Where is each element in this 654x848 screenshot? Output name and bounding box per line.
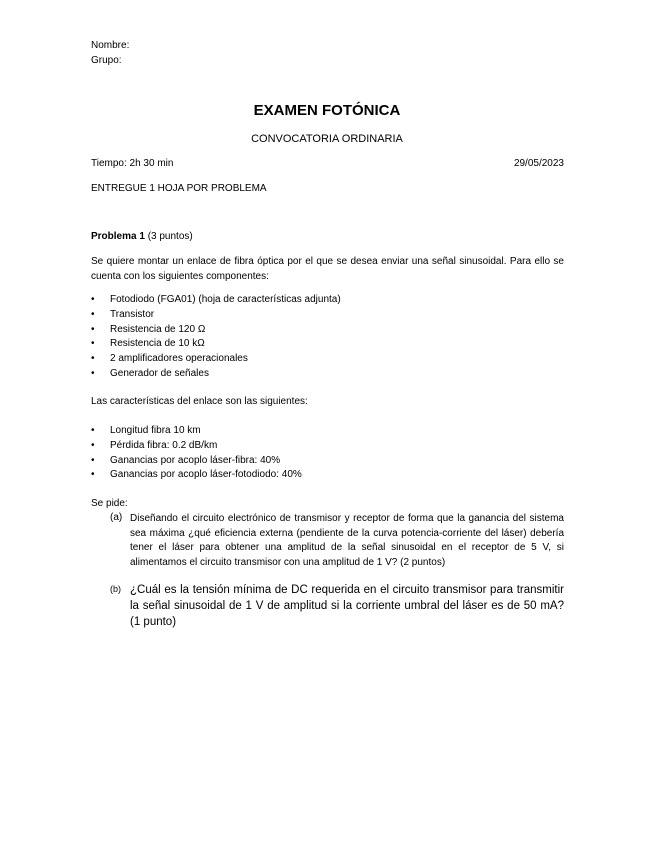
problem-intro: Se quiere montar un enlace de fibra óptica por el que se desea enviar una señal sinusoidal. Para ello se cuenta con los siguientes componentes:: [91, 256, 564, 282]
list-item: [91, 367, 341, 382]
list-item-text: Ganancias por acoplo láser-fotodiodo: 40%: [110, 469, 302, 481]
characteristics-list: [91, 424, 302, 483]
nombre-label: Nombre:: [91, 40, 130, 51]
list-item: [91, 352, 341, 367]
entregue-text: ENTREGUE 1 HOJA POR PROBLEMA: [91, 183, 267, 194]
components-list: [91, 293, 341, 382]
list-item: [91, 439, 302, 454]
list-item: [91, 337, 341, 352]
list-item: [91, 308, 341, 323]
question-text: Diseñando el circuito electrónico de transmisor y receptor de forma que la ganancia del sistema sea máxima ¿qué eficiencia externa (pendiente de la curva potencia-corriente del láser) debería tener el láser para obtener una amplitud de la señal sinusoidal en el receptor de 5 V, si alimentamos el circuito transmisor con una amplitud de 1 V? (2 puntos): [130, 513, 564, 568]
se-pide-label: Se pide:: [91, 498, 128, 509]
bullet-icon: •: [91, 338, 95, 350]
list-item: [91, 468, 302, 483]
bullet-icon: •: [91, 469, 95, 481]
bullet-icon: •: [91, 323, 95, 335]
list-item-text: Longitud fibra 10 km: [110, 425, 201, 436]
exam-subtitle: CONVOCATORIA ORDINARIA: [251, 133, 403, 145]
list-item-text: Resistencia de 10 kΩ: [110, 338, 205, 350]
problem-title: Problema 1: [91, 231, 145, 242]
list-item-text: Ganancias por acoplo láser-fibra: 40%: [110, 454, 281, 466]
bullet-icon: •: [91, 353, 95, 365]
bullet-icon: •: [91, 367, 95, 379]
bullet-icon: •: [91, 439, 95, 451]
exam-title: EXAMEN FOTÓNICA: [253, 102, 401, 119]
bullet-icon: •: [91, 308, 95, 320]
bullet-icon: •: [91, 425, 95, 436]
list-item-text: Transistor: [110, 308, 155, 320]
list-item-text: Generador de señales: [110, 367, 209, 379]
list-item-text: Fotodiodo (FGA01) (hoja de características adjunta): [110, 294, 341, 305]
list-item-text: Resistencia de 120 Ω: [110, 323, 206, 335]
tiempo-text: Tiempo: 2h 30 min: [91, 158, 174, 169]
list-item: [91, 323, 341, 338]
bullet-icon: •: [91, 454, 95, 466]
list-item: [91, 293, 341, 308]
characteristics-intro: Las características del enlace son las siguientes:: [91, 396, 308, 407]
list-item: [91, 424, 302, 439]
fecha-text: 29/05/2023: [513, 158, 564, 169]
list-item-text: Pérdida fibra: 0.2 dB/km: [110, 439, 218, 451]
list-item-text: 2 amplificadores operacionales: [110, 353, 248, 365]
question-text: ¿Cuál es la tensión mínima de DC requerida en el circuito transmisor para transmitir la señal sinusoidal de 1 V de amplitud si la corriente umbral del láser es de 50 mA? (1 punto): [130, 584, 564, 628]
bullet-icon: •: [91, 294, 95, 305]
grupo-label: Grupo:: [91, 55, 122, 66]
problem-points: (3 puntos): [144, 231, 193, 242]
list-item: [91, 454, 302, 469]
question-label: (a): [110, 512, 123, 523]
question-label: (b): [110, 584, 121, 594]
problem-heading: [91, 231, 193, 242]
